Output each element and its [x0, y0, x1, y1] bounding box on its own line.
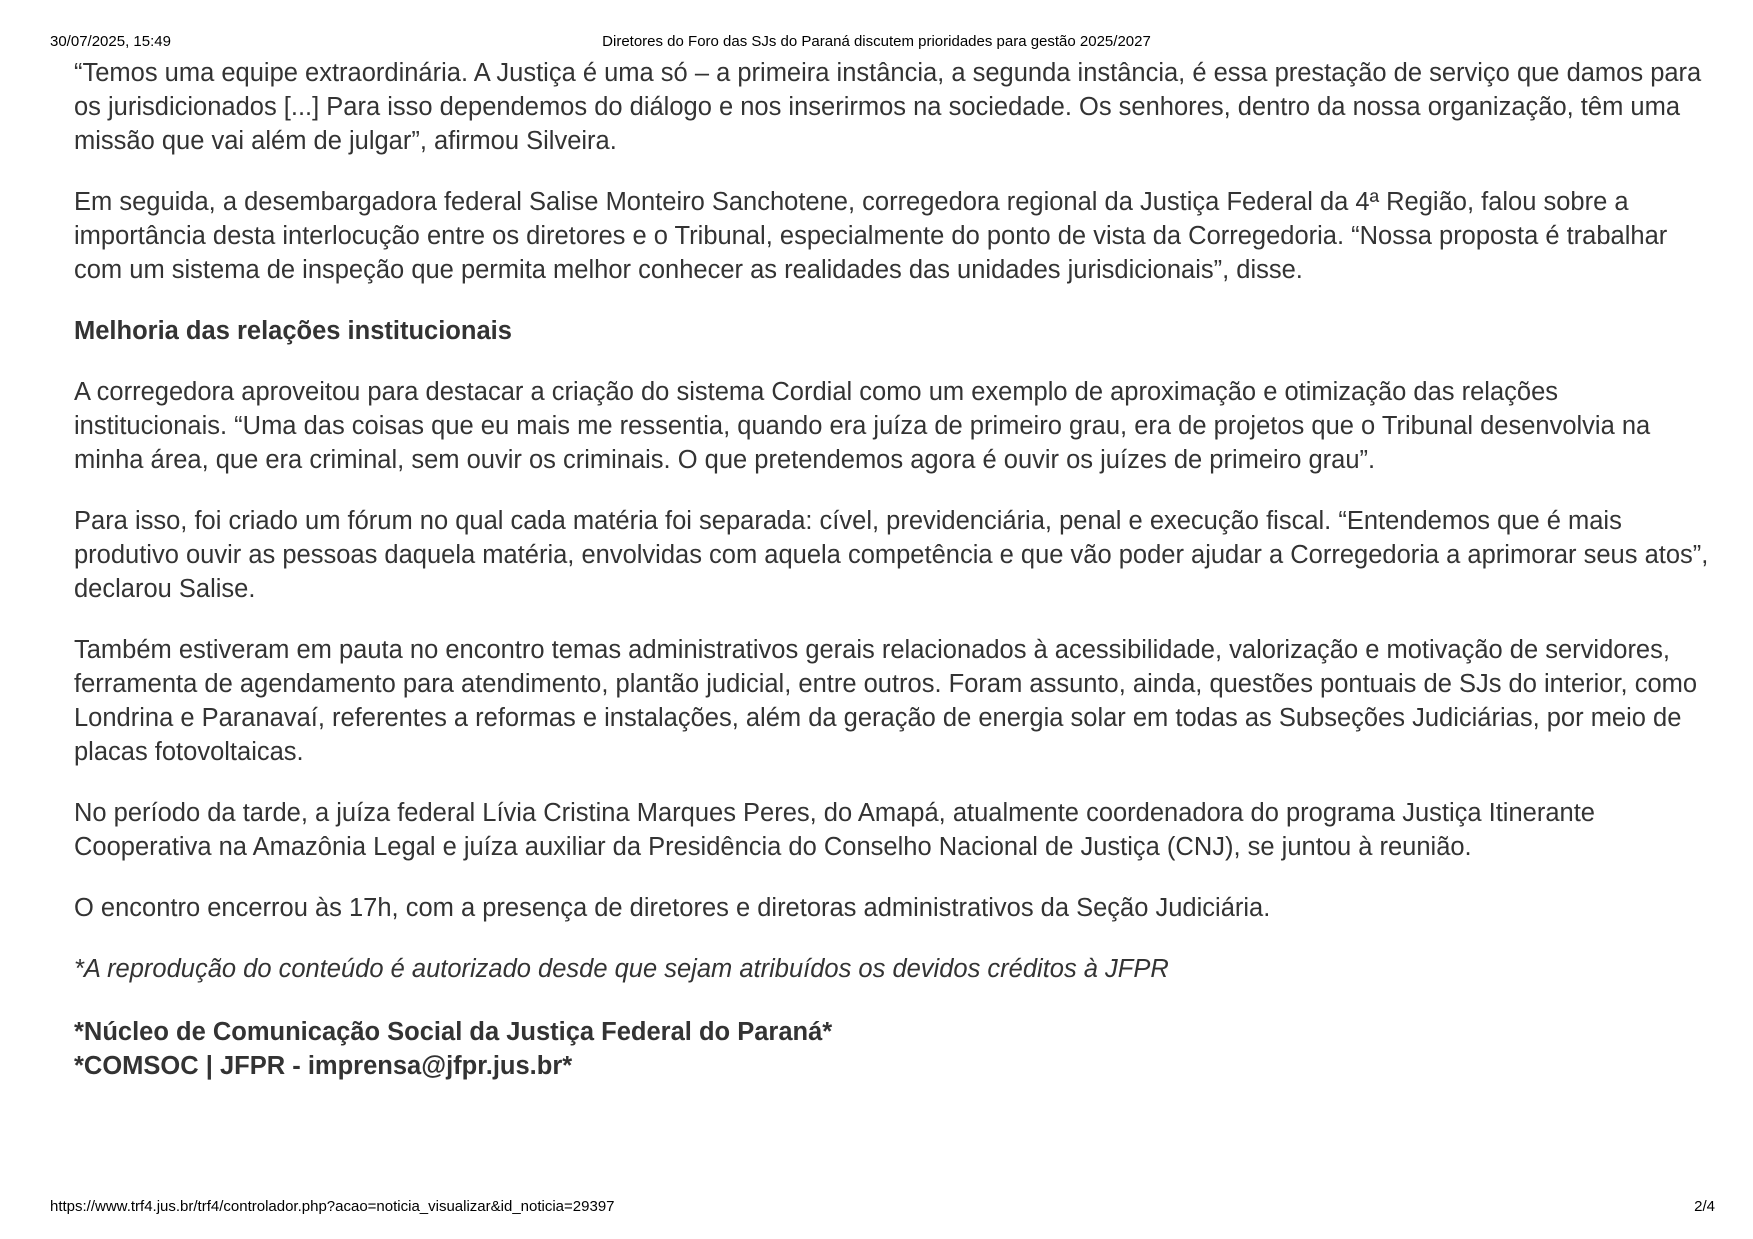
article-paragraph: Em seguida, a desembargadora federal Salise Monteiro Sanchotene, corregedora regional da Justiça Federal da 4ª Região, falou sobre a importância desta interlocução entre os diretores e o Tribunal, especialmente do ponto de vista da Corregedoria. “Nossa proposta é trabalhar com um sistema de inspeção que permita melhor conhecer as realidades das unidades jurisdicionais”, disse.	[74, 188, 1668, 284]
print-footer-url: https://www.trf4.jus.br/trf4/controlador.php?acao=noticia_visualizar&id_noticia=29397	[50, 1198, 615, 1215]
article-paragraph: Para isso, foi criado um fórum no qual cada matéria foi separada: cível, previdenciária, penal e execução fiscal. “Entendemos que é mais produtivo ouvir as pessoas daquela matéria, envolvidas com aquela competência e que vão poder ajudar a Corregedoria a aprimorar seus atos”, declarou Salise.	[74, 507, 1709, 603]
page-number: 2/4	[1694, 1198, 1715, 1215]
article-paragraph: No período da tarde, a juíza federal Lívia Cristina Marques Peres, do Amapá, atualmente coordenadora do programa Justiça Itinerante Cooperativa na Amazônia Legal e juíza auxiliar da Presidência do Conselho Nacional de Justiça (CNJ), se juntou à reunião.	[74, 799, 1595, 861]
print-header-datetime: 30/07/2025, 15:49	[50, 33, 171, 50]
press-credits	[74, 1015, 1714, 1083]
article-paragraph: “Temos uma equipe extraordinária. A Justiça é uma só – a primeira instância, a segunda instância, é essa prestação de serviço que damos para os jurisdicionados [...] Para isso dependemos do diálogo e nos inserirmos na sociedade. Os senhores, dentro da nossa organização, têm uma missão que vai além de julgar”, afirmou Silveira.	[74, 59, 1702, 155]
article-paragraph: O encontro encerrou às 17h, com a presença de diretores e diretoras administrativos da Seção Judiciária.	[74, 894, 1271, 922]
credit-line: *Núcleo de Comunicação Social da Justiça Federal do Paraná*	[74, 1018, 833, 1046]
section-subheading: Melhoria das relações institucionais	[74, 317, 512, 345]
reproduction-note: *A reprodução do conteúdo é autorizado desde que sejam atribuídos os devidos créditos à JFPR	[74, 955, 1169, 983]
print-header-title: Diretores do Foro das SJs do Paraná discutem prioridades para gestão 2025/2027	[602, 33, 1151, 50]
credit-line: *COMSOC | JFPR - imprensa@jfpr.jus.br*	[74, 1052, 573, 1080]
article-paragraph: Também estiveram em pauta no encontro temas administrativos gerais relacionados à acessibilidade, valorização e motivação de servidores, ferramenta de agendamento para atendimento, plantão judicial, entre outros. Foram assunto, ainda, questões pontuais de SJs do interior, como Londrina e Paranavaí, referentes a reformas e instalações, além da geração de energia solar em todas as Subseções Judiciárias, por meio de placas fotovoltaicas.	[74, 636, 1698, 766]
article-paragraph: A corregedora aproveitou para destacar a criação do sistema Cordial como um exemplo de aproximação e otimização das relações institucionais. “Uma das coisas que eu mais me ressentia, quando era juíza de primeiro grau, era de projetos que o Tribunal desenvolvia na minha área, que era criminal, sem ouvir os criminais. O que pretendemos agora é ouvir os juízes de primeiro grau”.	[74, 378, 1651, 474]
article-body	[74, 56, 1714, 1083]
